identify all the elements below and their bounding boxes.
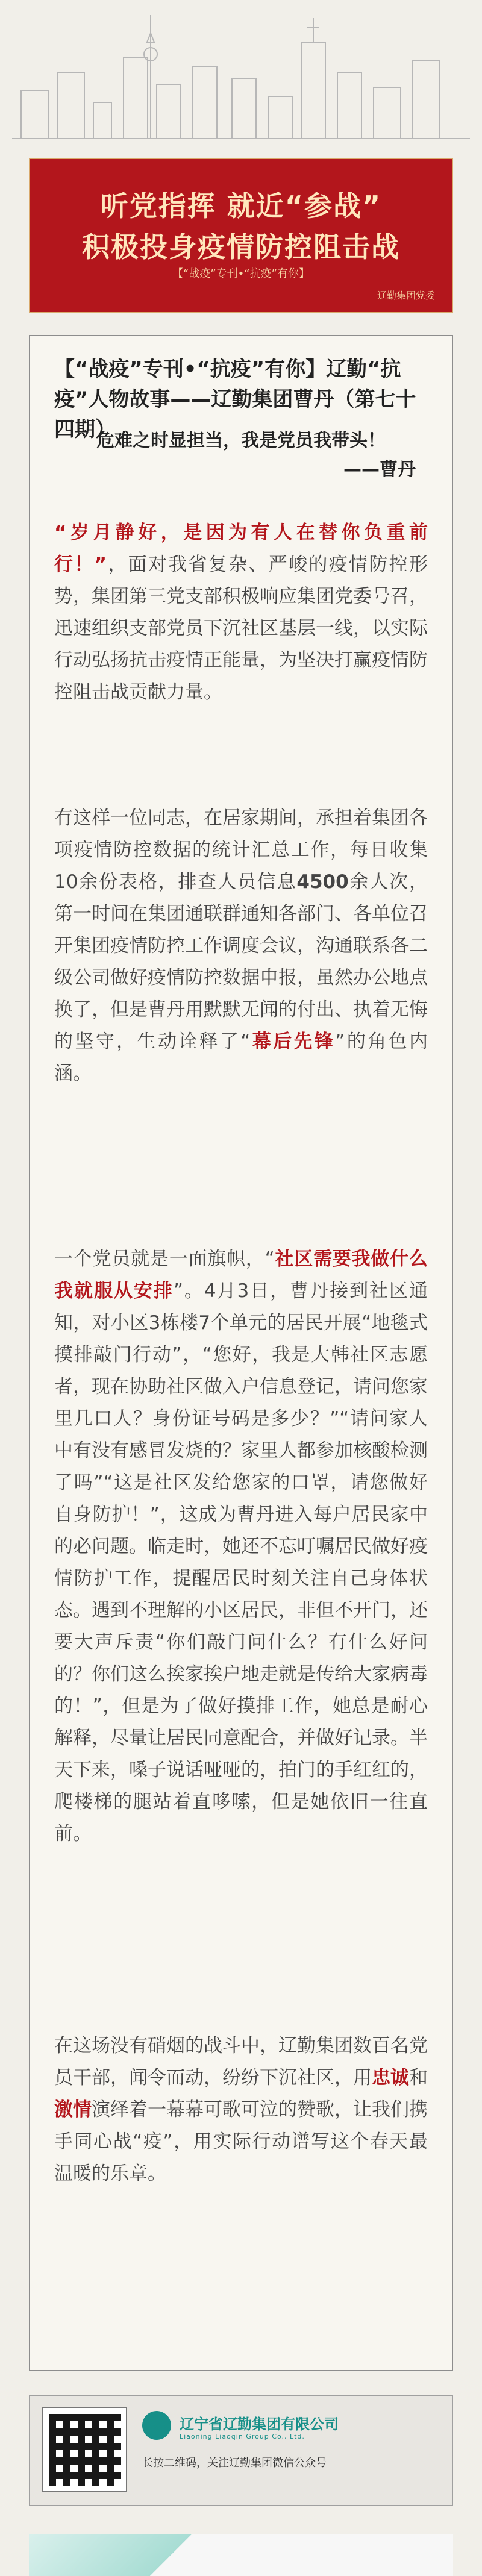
paragraph-4-emphasis-2: 激情: [54, 2099, 92, 2121]
paragraph-1: [54, 517, 428, 708]
quote-author: ——曹丹: [343, 459, 416, 480]
wechat-follow-note: 长按二维码，关注辽勤集团微信公众号: [142, 2457, 327, 2469]
footer-card: [29, 2395, 453, 2506]
company-name: 辽宁省辽勤集团有限公司: [180, 2416, 339, 2433]
paragraph-2: [54, 802, 428, 1090]
article-title: 【“战疫”专刊•“抗疫”有你】辽勤“抗疫”人物故事——辽勤集团曹丹（第七十四期）: [54, 357, 416, 442]
paragraph-1-lead: “岁月静好，是因为有人在替你负重前行！”: [54, 522, 428, 575]
paragraph-2-emphasis: 幕后先锋: [250, 1031, 336, 1052]
banner-publisher: 辽勤集团党委: [377, 290, 435, 301]
banner-title-line2: 积极投身疫情防控阻击战: [82, 231, 400, 263]
banner-title-line1: 听党指挥 就近“参战”: [100, 190, 382, 222]
qr-code[interactable]: [42, 2407, 127, 2492]
paragraph-2-part-a: 有这样一位同志，在居家期间，承担着集团各项疫情防控数据的统计汇总工作，每日收集10余份表格，排查人员信息: [54, 807, 428, 893]
paragraph-4-emphasis-1: 忠诚: [372, 2067, 409, 2089]
company-logo-icon: [142, 2411, 171, 2440]
paragraph-4-part-b: 演绎着一幕幕可歌可泣的赞歌，让我们携手同心战“疫”，用实际行动谱写这个春天最温暖的乐章。: [54, 2099, 428, 2184]
quote-text: 危难之时显担当，我是党员我带头！: [96, 430, 386, 451]
company-name-english: Liaoning Liaoqin Group Co., Ltd.: [180, 2433, 305, 2440]
qr-code-pattern: [49, 2414, 121, 2486]
paragraph-2-number: 4500: [296, 871, 349, 893]
highlight-quote: [54, 427, 428, 484]
paragraph-1-body: ，面对我省复杂、严峻的疫情防控形势，集团第三党支部积极响应集团党委号召，迅速组织支部党员下沉社区基层一线，以实际行动弘扬抗击疫情正能量，为坚决打赢疫情防控阻击战贡献力量。: [54, 554, 428, 703]
paragraph-4-mid: 和: [409, 2067, 428, 2089]
paragraph-4: [54, 2030, 428, 2190]
paragraph-3-part-b: ”。4月3日，曹丹接到社区通知，对小区3栋楼7个单元的居民开展“地毯式摸排敲门行动”，“您好，我是大韩社区志愿者，现在协助社区做入户信息登记，请问您家里几口人？身份证号码是多少？”“请问家人中有没有感冒发烧的？家里人都参加核酸检测了吗”“这是社区发给您家的口罩，请您做好自身防护！”，这成为曹丹进入每户居民家中的必问题。临走时，她还不忘叮嘱居民做好疫情防护工作，提醒居民时刻关注自己身体状态。遇到不理解的小区居民，非但不开门，还要大声斥责“你们敲门问什么？有什么好问的？你们这么挨家挨户地走就是传给大家病毒的！”，但是为了做好摸排工作，她总是耐心解释，尽量让居民同意配合，并做好记录。半天下来，嗓子说话哑哑的，拍门的手红红的，爬楼梯的腿站着直哆嗦，但是她依旧一往直前。: [54, 1280, 428, 1845]
paragraph-3-part-a: 一个党员就是一面旗帜，“: [54, 1248, 275, 1270]
city-skyline-illustration: [0, 0, 482, 145]
banner-tagline: 【“战疫”专刊•“抗疫”有你】: [172, 267, 310, 280]
header-banner: [29, 158, 453, 313]
paragraph-3: [54, 1243, 428, 1850]
paragraph-4-part-a: 在这场没有硝烟的战斗中，辽勤集团数百名党员干部，闻令而动，纷纷下沉社区，用: [54, 2035, 428, 2089]
article-card: [29, 335, 453, 2371]
paragraph-2-part-b: 余人次，第一时间在集团通联群通知各部门、各单位召开集团疫情防控工作调度会议，沟通联系各二级公司做好疫情防控数据申报，虽然办公地点换了，但是曹丹用默默无闻的付出、执着无悔的坚守，生动诠释了“: [54, 871, 428, 1052]
bottom-wave-decoration: [29, 2534, 453, 2576]
paragraph-3-emphasis: 社区需要我做什么我就服从安排: [54, 1248, 428, 1302]
paragraph-2-part-c: ”的角色内涵。: [54, 1031, 428, 1084]
